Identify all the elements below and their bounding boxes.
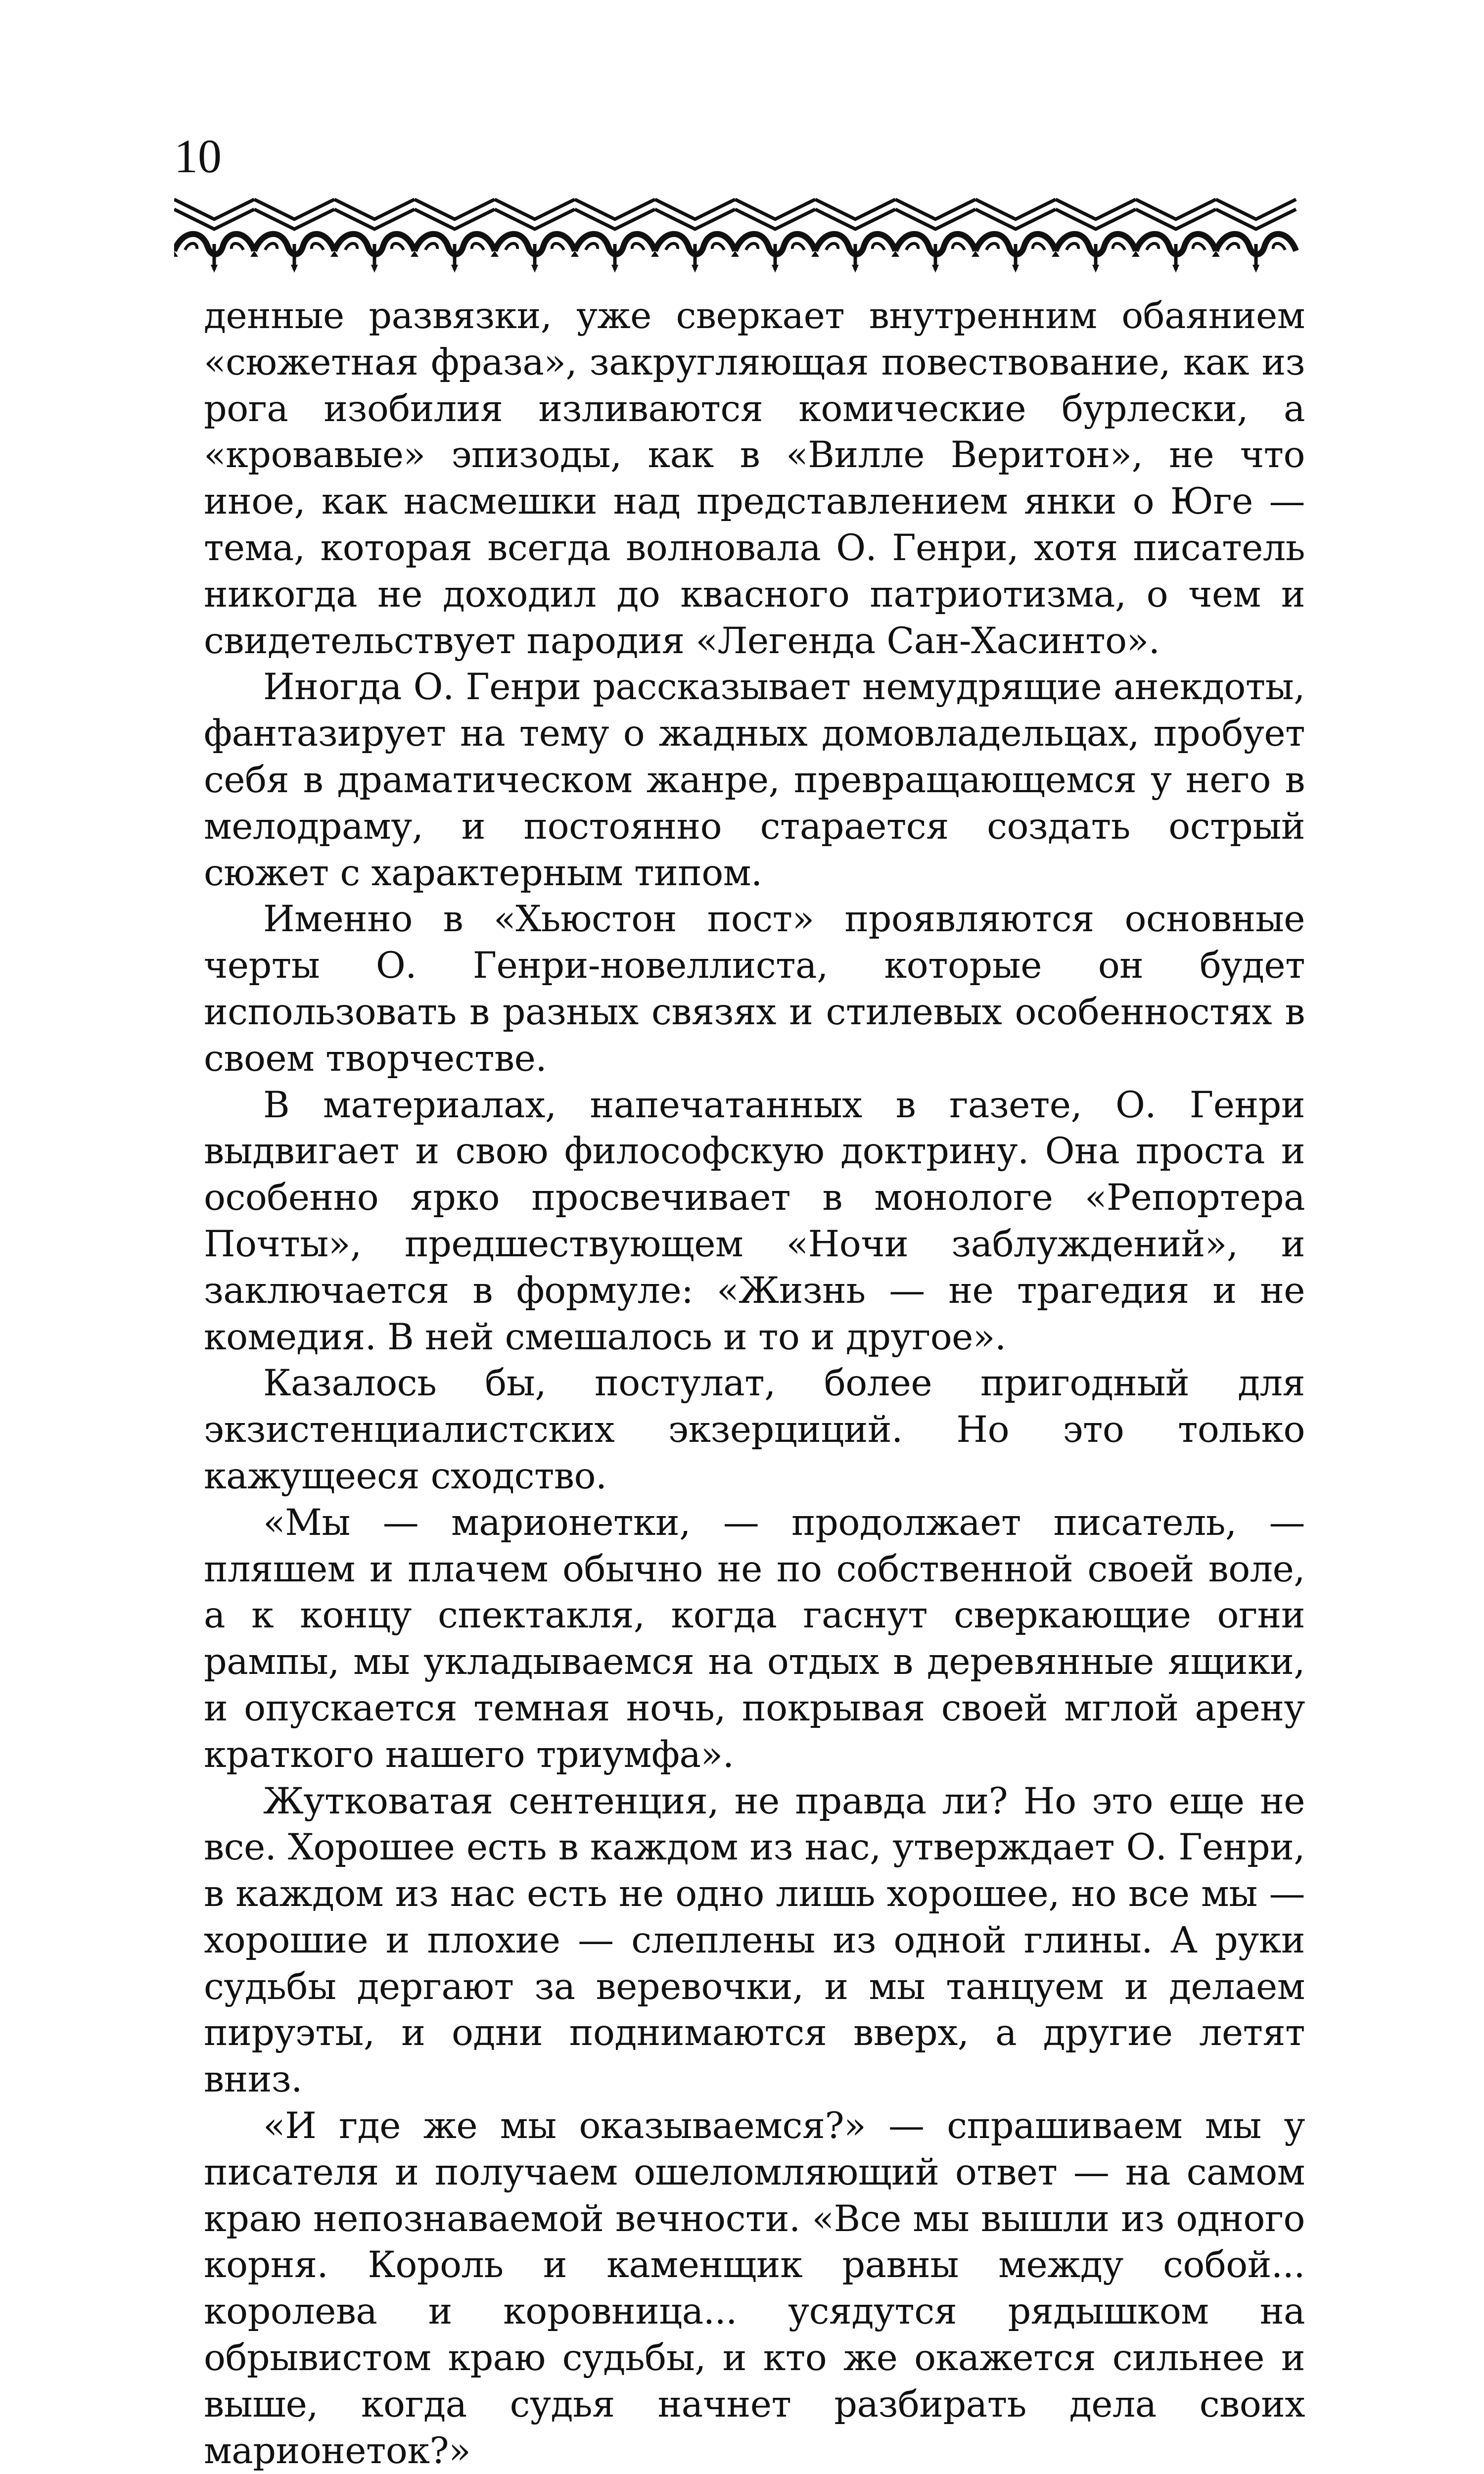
ornamental-border-icon (174, 195, 1303, 294)
paragraph: Жутковатая сентенция, не правда ли? Но это еще не все. Хорошее есть в каждом из нас, утверждает О. Генри, в каждом из нас есть не одно лишь хорошее, но все мы — хорошие и плохие — слеплены из одной глины. А руки судьбы дергают за веревочки, и мы танцуем и делаем пируэты, и одни поднимаются вверх, а другие летят вниз. (204, 1780, 1305, 2101)
paragraph: Иногда О. Генри рассказывает немудрящие анекдоты, фантазирует на тему о жадных домовладельцах, пробует себя в драматическом жанре, превращающемся у него в мелодраму, и постоянно старается создать острый сюжет с характерным типом. (204, 666, 1305, 894)
paragraph: денные развязки, уже сверкает внутренним обаянием «сюжетная фраза», закругляющая повествование, как из рога изобилия изливаются комические бурлески, а «кровавые» эпизоды, как в «Вилле Веритон», не что иное, как насмешки над представлением янки о Юге — тема, которая всегда волновала О. Генри, хотя писатель никогда не доходил до квасного патриотизма, о чем и свидетельствует пародия «Легенда Сан-Хасинто». (204, 295, 1305, 662)
paragraph: Именно в «Хьюстон пост» проявляются основные черты О. Генри-новеллиста, которые он будет использовать в разных связях и стилевых особенностях в своем творчестве. (204, 898, 1305, 1080)
body-text (204, 293, 1305, 2474)
page-number: 10 (174, 130, 222, 183)
paragraph: «И где же мы оказываемся?» — спрашиваем мы у писателя и получаем ошеломляющий ответ — на самом краю непознаваемой вечности. «Все мы вышли из одного корня. Король и каменщик равны между собой... королева и коровница... усядутся рядышком на обрывистом краю судьбы, и кто же окажется сильнее и выше, когда судья начнет разбирать дела своих марионеток?» (204, 2105, 1305, 2472)
paragraph: Казалось бы, постулат, более пригодный для экзистенциалистских экзерциций. Но это только кажущееся сходство. (204, 1362, 1305, 1497)
paragraph: В материалах, напечатанных в газете, О. Генри выдвигает и свою философскую доктрину. Она проста и особенно ярко просвечивает в монологе «Репортера Почты», предшествующем «Ночи заблуждений», и заключается в формуле: «Жизнь — не трагедия и не комедия. В ней смешалось и то и другое». (204, 1084, 1305, 1358)
paragraph: «Мы — марионетки, — продолжает писатель, — пляшем и плачем обычно не по собственной своей воле, а к концу спектакля, когда гаснут сверкающие огни рампы, мы укладываемся на отдых в деревянные ящики, и опускается темная ночь, покрывая своей мглой арену краткого нашего триумфа». (204, 1501, 1305, 1776)
